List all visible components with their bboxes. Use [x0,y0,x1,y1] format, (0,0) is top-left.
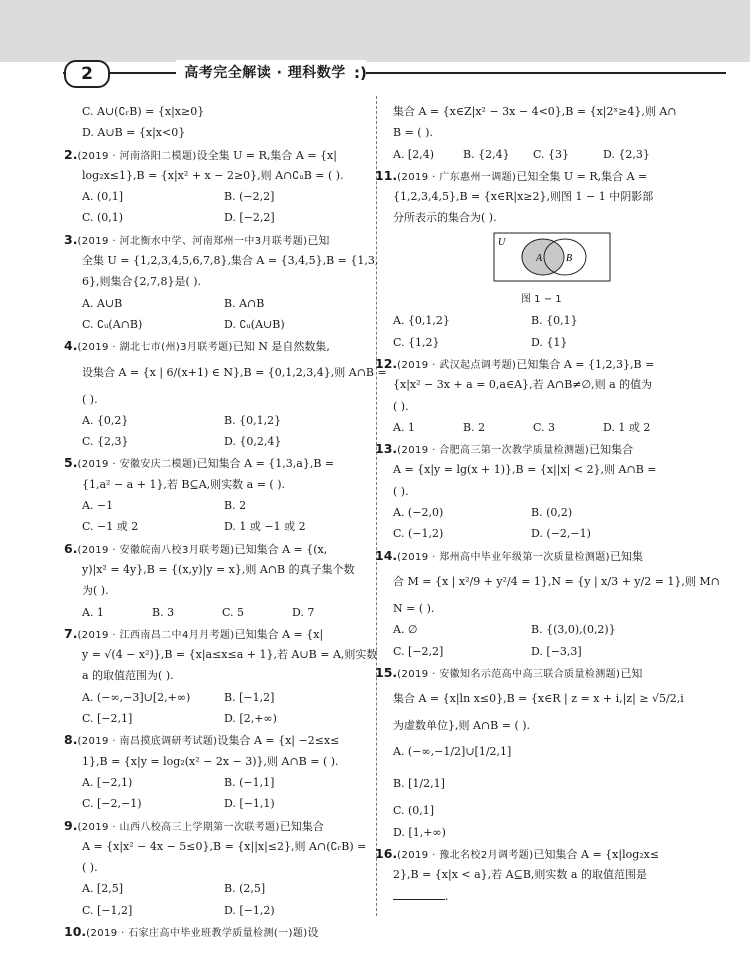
question-source: (2019 · 安徽安庆二模题) [77,459,197,471]
question-text: 已知 [307,233,330,247]
question-text: N = ( ). [393,601,435,615]
option-b: B. (−1,1] [224,775,275,789]
option-b: B. {0,1,2} [224,413,282,427]
question-source: (2019 · 河北衡水中学、河南郑州一中3月联考题) [77,235,308,247]
question-text: {1,a² − a + 1},若 B⊆A,则实数 a = ( ). [82,477,286,491]
question-source: (2019 · 河南洛阳二模题) [77,150,197,162]
label-u: U [498,236,506,248]
option-c: C. [−2,−1) [82,797,142,811]
question-text: 已知集合 A = {x| [234,627,324,641]
question-15 [375,662,705,843]
question-source: (2019 · 武汉起点调考题) [397,359,517,371]
option-c: C. {3} [533,147,570,161]
option-b: B. {2,4} [463,147,510,161]
question-number: 13. [375,441,398,457]
option-a: A. (0,1] [82,190,124,204]
question-source: (2019 · 郑州高中毕业年级第一次质量检测题) [397,551,610,563]
option-b: B. A∩B [224,296,265,310]
question-text: 已知 [620,666,643,680]
question-text: 为虚数单位},则 A∩B = ( ). [393,719,531,733]
question-text: 1},B = {x|y = log₂(x² − 2x − 3)},则 A∩B = ( ). [82,754,339,768]
option-b: B. (−2,2] [224,190,275,204]
question-text: 已知集 [609,549,643,563]
question-text: 已知集合 A = {x|log₂x≤ [533,848,660,862]
option-c: C. A∪(∁ᵣB) = {x|x≥0} [82,105,205,118]
question-14 [375,545,720,662]
option-b: B. {(3,0),(0,2)} [531,623,616,637]
question-text: ( ). [82,392,98,406]
question-source: (2019 · 山西八校高三上学期第一次联考题) [77,821,280,833]
question-number: 14. [375,547,398,563]
question-9 [64,815,367,921]
question-text: 全集 U = {1,2,3,4,5,6,7,8},集合 A = {3,4,5},B = {1,3, [82,254,379,268]
question-text: 2},B = {x|x < a},若 A⊆B,则实数 a 的取值范围是 [393,868,647,882]
question-text: 已知集合 A = {1,2,3},B = [516,357,655,371]
option-c: C. [−2,2] [393,644,444,658]
option-c: C. (−1,2) [393,527,444,541]
question-text: 分所表示的集合为( ). [393,211,497,225]
question-source: (2019 · 江西南昌二中4月月考题) [77,629,235,641]
question-text: 设 [307,925,319,939]
option-b: B. (0,2) [531,506,573,520]
question-8 [64,729,366,814]
question-number: 8. [64,732,78,748]
question-10 [64,921,366,942]
question-number: 7. [64,625,78,641]
option-b: B. 3 [152,605,175,619]
option-c: C. [−2,1] [82,712,133,726]
option-d: D. 7 [292,605,315,619]
question-source: (2019 · 豫北名校2月调考题) [397,850,534,862]
option-d: D. [−2,2] [224,211,275,225]
question-2 [64,144,366,229]
option-a: A. (−∞,−3]∪[2,+∞) [82,690,191,704]
right-column [375,101,720,907]
option-d: D. [1,+∞) [393,825,446,839]
option-d: D. (−2,−1) [531,527,591,541]
title-end-cap: :) [354,60,366,86]
question-number: 9. [64,817,78,833]
option-c: C. [−1,2] [82,903,133,917]
option-a: A. −1 [82,499,114,513]
question-number: 10. [64,923,87,939]
question-3 [64,229,379,335]
option-c: C. (0,1] [393,804,435,818]
option-d: D. [−1,1) [224,797,275,811]
question-number: 2. [64,146,78,162]
question-text: 已知集合 A = {(x, [234,542,328,556]
option-d: D. {1} [531,335,568,349]
question-text: ( ). [82,861,98,875]
figure-caption: 图 1 − 1 [521,294,562,306]
option-c: C. {1,2} [393,335,440,349]
question-source: (2019 · 合肥高三第一次教学质量检测题) [397,445,590,457]
option-d: D. 1 或 −1 或 2 [224,520,306,534]
option-b: B. (2,5] [224,882,266,896]
option-a: A. [2,5] [82,882,124,896]
option-c: C. {2,3} [82,435,129,449]
question-text: ( ). [393,399,409,413]
question-text: y)|x² = 4y},B = {(x,y)|y = x},则 A∩B 的真子集个数 [82,562,355,576]
question-text: {x|x² − 3x + a = 0,a∈A},若 A∩B≠∅,则 a 的值为 [393,378,653,392]
column-divider [376,96,377,916]
option-a: A. (−2,0) [393,506,444,520]
option-a: A. ∅ [393,623,418,637]
option-a: A. {0,1,2} [393,314,450,328]
option-d: D. {0,2,4} [224,435,282,449]
option-a: A. {0,2} [82,413,129,427]
option-a: A. A∪B [82,296,123,310]
question-11 [375,165,705,353]
question-text: a 的取值范围为( ). [82,669,174,683]
option-d: D. {2,3} [603,147,650,161]
question-text: 已知集合 [279,819,324,833]
question-text: B = ( ). [393,126,433,140]
question-source: (2019 · 安徽皖南八校3月联考题) [77,544,235,556]
label-a: A [536,252,543,264]
question-text: A = {x|y = lg(x + 1)},B = {x||x| < 2},则 A∩B = [393,463,657,477]
option-a: A. [2,4) [393,147,435,161]
option-d: D. ∁ᵤ(A∪B) [224,317,285,331]
option-c: C. 3 [533,420,556,434]
answer-blank[interactable] [393,887,445,900]
question-number: 11. [375,167,398,183]
question-number: 6. [64,540,78,556]
option-a: A. 1 [82,605,104,619]
question-number: 16. [375,846,398,862]
question-number: 15. [375,664,398,680]
option-a: A. (−∞,−1/2]∪[1/2,1] [393,745,512,759]
question-10-continued [393,101,705,165]
option-d: D. [−1,2) [224,903,275,917]
question-text: 合 M = {x | x²/9 + y²/4 = 1},N = {y | x/3 + y/2 = 1},则 M∩ [393,574,720,588]
option-c: C. (0,1) [82,211,124,225]
question-5 [64,452,366,537]
question-text: 已知集合 [589,443,634,457]
option-a: A. [−2,1) [82,775,133,789]
question-source: (2019 · 广东惠州一调题) [397,171,517,183]
question-source: (2019 · 石家庄高中毕业班教学质量检测(一)题) [86,927,308,939]
option-b: B. [−1,2] [224,690,275,704]
question-text: 集合 A = {x∈Z|x² − 3x − 4<0},B = {x|2ˣ≥4},则 A∩ [393,105,677,118]
question-number: 3. [64,231,78,247]
question-12 [375,353,705,438]
question-text: 已知全集 U = R,集合 A = [516,169,648,183]
venn-diagram [493,232,611,282]
question-text: ( ). [393,484,409,498]
option-d: D. [2,+∞) [224,712,277,726]
question-text: {1,2,3,4,5},B = {x∈R|x≥2},则图 1 − 1 中阴影部 [393,190,654,204]
option-b: B. 2 [224,499,247,513]
question-text: 已知 N 是自然数集, [232,340,330,354]
option-d: D. A∪B = {x|x<0} [82,126,186,140]
question-text: log₂x≤1},B = {x|x² + x − 2≥0},则 A∩∁ᵤB = ( ). [82,168,344,182]
option-b: B. [1/2,1] [393,777,445,791]
option-c: C. 5 [222,605,245,619]
question-text: 设全集 U = R,集合 A = {x| [196,148,337,162]
option-d: D. [−3,3] [531,644,582,658]
question-6 [64,538,366,623]
question-text: 设集合 A = {x| −2≤x≤ [217,734,340,748]
book-title: 高考完全解读 · 理科数学 [176,60,354,86]
question-text: y = √(4 − x²)},B = {x|a≤x≤a + 1},若 A∪B = A,则实数 [82,648,378,662]
question-source: (2019 · 南昌摸底调研考试题) [77,736,218,748]
question-4 [64,335,387,452]
option-c: C. ∁ᵤ(A∩B) [82,317,143,331]
question-16 [375,843,705,907]
question-number: 4. [64,338,78,354]
label-b: B [566,252,573,264]
question-source: (2019 · 安徽知名示范高中高三联合质量检测题) [397,668,621,680]
question-text: A = {x|x² − 4x − 5≤0},B = {x||x|≤2},则 A∩(∁ᵣB) = [82,839,367,853]
option-a: A. 1 [393,420,415,434]
question-number: 5. [64,455,78,471]
question-text: 集合 A = {x|ln x≤0},B = {x∈R | z = x + i,|z| ≥ √5/2,i [393,692,684,706]
question-13 [375,438,705,544]
header-rule [63,72,726,74]
top-band [0,0,750,62]
question-text: 设集合 A = {x | 6/(x+1) ∈ N},B = {0,1,2,3,4},则 A∩B = [82,365,387,379]
page-number: 2 [64,60,110,88]
question-number: 12. [375,355,398,371]
option-b: B. 2 [463,420,486,434]
question-text: . [445,889,449,903]
option-d: D. 1 或 2 [603,420,651,434]
option-b: B. {0,1} [531,314,578,328]
question-7 [64,623,378,729]
question-text: 为( ). [82,584,109,598]
question-text: 已知集合 A = {1,3,a},B = [196,457,335,471]
option-c: C. −1 或 2 [82,520,139,534]
question-text: 6},则集合{2,7,8}是( ). [82,275,202,289]
question-source: (2019 · 湖北七市(州)3月联考题) [77,342,233,354]
